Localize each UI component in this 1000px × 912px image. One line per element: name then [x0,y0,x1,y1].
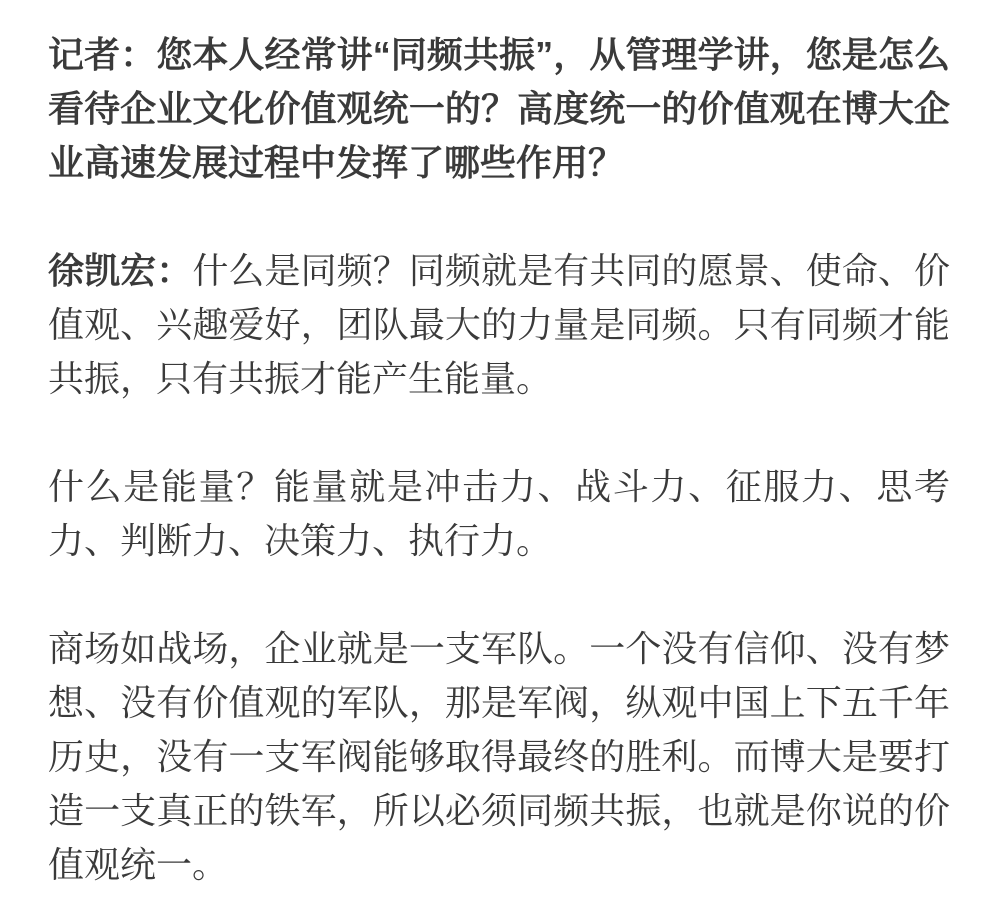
paragraph-answer-3: 商场如战场，企业就是一支军队。一个没有信仰、没有梦想、没有价值观的军队，那是军阀，纵观中国上下五千年历史，没有一支军阀能够取得最终的胜利。而博大是要打造一支真正的铁军，所以必须同频共振，也就是你说的价值观统一。 [48,628,950,885]
paragraph-answer-2: 什么是能量？能量就是冲击力、战斗力、征服力、思考力、判断力、决策力、执行力。 [48,466,950,561]
paragraph-reporter-question [48,28,950,190]
question-text: 您本人经常讲“同频共振”，从管理学讲，您是怎么看待企业文化价值观统一的？高度统一的价值观在博大企业高速发展过程中发挥了哪些作用？ [48,34,950,183]
answer-text-1: 什么是同频？同频就是有共同的愿景、使命、价值观、兴趣爱好，团队最大的力量是同频。只有同频才能共振，只有共振才能产生能量。 [48,250,950,399]
speaker-label-interviewee: 徐凯宏： [48,250,193,291]
paragraph-answer-1 [48,244,950,406]
speaker-label-reporter: 记者： [48,34,157,75]
